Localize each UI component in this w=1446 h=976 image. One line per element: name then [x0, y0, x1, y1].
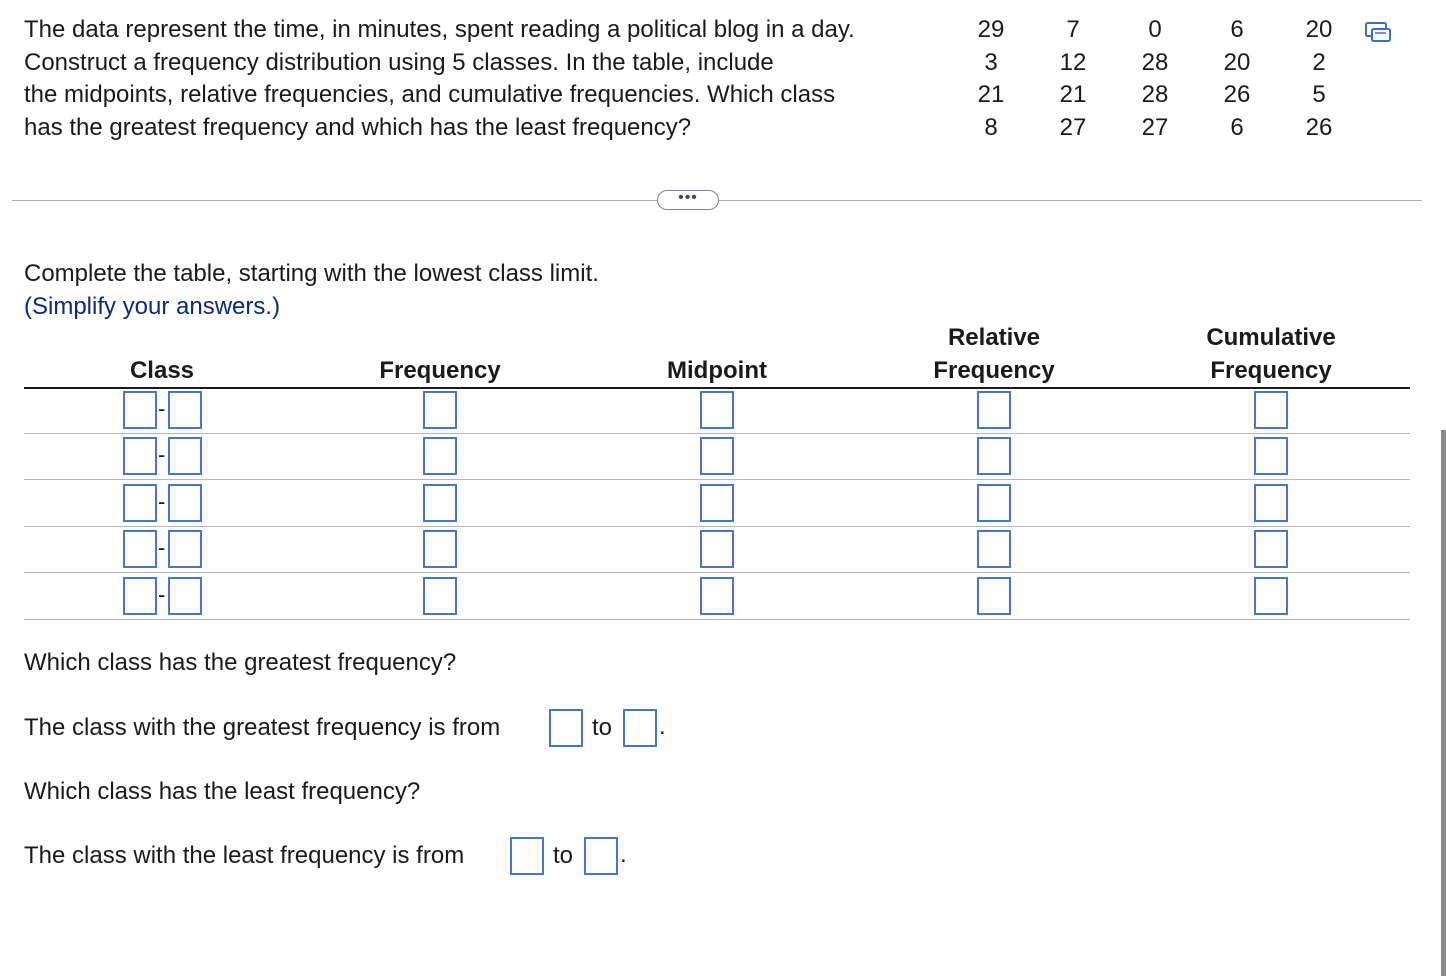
frequency-input[interactable] [423, 391, 457, 429]
more-button[interactable] [657, 190, 719, 210]
midpoint-input[interactable] [700, 437, 734, 475]
data-value: 20 [1223, 48, 1251, 76]
data-value: 28 [1141, 81, 1169, 108]
header-cumulative-line2: Frequency [1210, 357, 1332, 384]
table-row-divider [24, 619, 1410, 620]
frequency-input[interactable] [423, 484, 457, 522]
table-row-divider [24, 433, 1410, 434]
table-row-divider [24, 572, 1410, 573]
greatest-period: . [659, 713, 666, 740]
problem-line: has the greatest frequency and which has the least frequency? [24, 113, 692, 141]
class-upper-input[interactable] [168, 484, 202, 522]
class-upper-input[interactable] [168, 530, 202, 568]
data-value: 26 [1223, 81, 1251, 108]
relative-frequency-input[interactable] [977, 577, 1011, 615]
data-value: 26 [1305, 113, 1333, 141]
data-value: 3 [984, 48, 998, 76]
data-value: 12 [1059, 48, 1087, 76]
midpoint-input[interactable] [700, 391, 734, 429]
data-value: 27 [1059, 113, 1087, 141]
class-upper-input[interactable] [168, 391, 202, 429]
relative-frequency-input[interactable] [977, 391, 1011, 429]
class-dash: - [158, 396, 166, 421]
table-row-divider [24, 526, 1410, 527]
midpoint-input[interactable] [700, 484, 734, 522]
header-relative-line2: Frequency [933, 357, 1055, 384]
greatest-class-upper-input[interactable] [623, 709, 657, 747]
data-value: 29 [977, 16, 1005, 43]
frequency-input[interactable] [423, 437, 457, 475]
midpoint-input[interactable] [700, 530, 734, 568]
data-value: 6 [1230, 113, 1244, 141]
data-value: 0 [1148, 16, 1162, 43]
class-dash: - [158, 535, 166, 560]
problem-line: Construct a frequency distribution using 5 classes. In the table, include [24, 48, 774, 76]
relative-frequency-input[interactable] [977, 530, 1011, 568]
simplify-hint: (Simplify your answers.) [24, 292, 281, 320]
class-lower-input[interactable] [123, 530, 157, 568]
header-cumulative-frequency [1151, 321, 1391, 387]
frequency-input[interactable] [423, 577, 457, 615]
data-value: 2 [1312, 48, 1326, 76]
data-value: 27 [1141, 113, 1169, 141]
cumulative-frequency-input[interactable] [1254, 577, 1288, 615]
problem-line: The data represent the time, in minutes, spent reading a political blog in a day. [24, 16, 855, 43]
relative-frequency-input[interactable] [977, 484, 1011, 522]
header-cumulative-line1: Cumulative [1206, 324, 1336, 351]
header-relative-line1: Relative [947, 324, 1041, 351]
class-lower-input[interactable] [123, 577, 157, 615]
cumulative-frequency-input[interactable] [1254, 437, 1288, 475]
least-question: Which class has the least frequency? [24, 778, 421, 805]
class-dash: - [158, 442, 166, 467]
cumulative-frequency-input[interactable] [1254, 391, 1288, 429]
class-upper-input[interactable] [168, 577, 202, 615]
table-row-divider [24, 479, 1410, 480]
least-to-label: to [553, 842, 574, 869]
problem-statement [24, 14, 934, 144]
cumulative-frequency-input[interactable] [1254, 484, 1288, 522]
header-frequency: Frequency [379, 357, 501, 384]
frequency-input[interactable] [423, 530, 457, 568]
header-midpoint: Midpoint [667, 357, 767, 384]
header-class: Class [129, 357, 195, 384]
class-lower-input[interactable] [123, 437, 157, 475]
greatest-answer-prefix: The class with the greatest frequency is from [24, 714, 501, 741]
least-answer-prefix: The class with the least frequency is from [24, 842, 465, 869]
relative-frequency-input[interactable] [977, 437, 1011, 475]
class-lower-input[interactable] [123, 484, 157, 522]
instructions-text: Complete the table, starting with the lowest class limit. [24, 260, 599, 287]
cumulative-frequency-input[interactable] [1254, 530, 1288, 568]
class-lower-input[interactable] [123, 391, 157, 429]
least-period: . [620, 841, 627, 868]
least-class-upper-input[interactable] [584, 837, 618, 875]
data-value: 5 [1312, 81, 1326, 108]
data-grid [950, 14, 1360, 144]
greatest-to-label: to [592, 714, 613, 741]
ellipsis-icon: ••• [678, 189, 698, 206]
class-dash: - [158, 489, 166, 514]
greatest-class-lower-input[interactable] [549, 709, 583, 747]
data-value: 20 [1305, 16, 1333, 43]
class-upper-input[interactable] [168, 437, 202, 475]
data-value: 8 [984, 113, 998, 141]
table-header-rule [24, 387, 1410, 389]
window-edge [1441, 430, 1446, 976]
copy-icon[interactable] [1364, 20, 1392, 44]
problem-line: the midpoints, relative frequencies, and cumulative frequencies. Which class [24, 81, 836, 108]
greatest-question: Which class has the greatest frequency? [24, 649, 457, 676]
data-value: 7 [1066, 16, 1080, 43]
midpoint-input[interactable] [700, 577, 734, 615]
data-value: 21 [977, 81, 1005, 108]
header-relative-frequency [874, 321, 1114, 387]
least-class-lower-input[interactable] [510, 837, 544, 875]
class-dash: - [158, 582, 166, 607]
data-value: 28 [1141, 48, 1169, 76]
data-value: 6 [1230, 16, 1244, 43]
data-value: 21 [1059, 81, 1087, 108]
instructions [24, 258, 599, 323]
